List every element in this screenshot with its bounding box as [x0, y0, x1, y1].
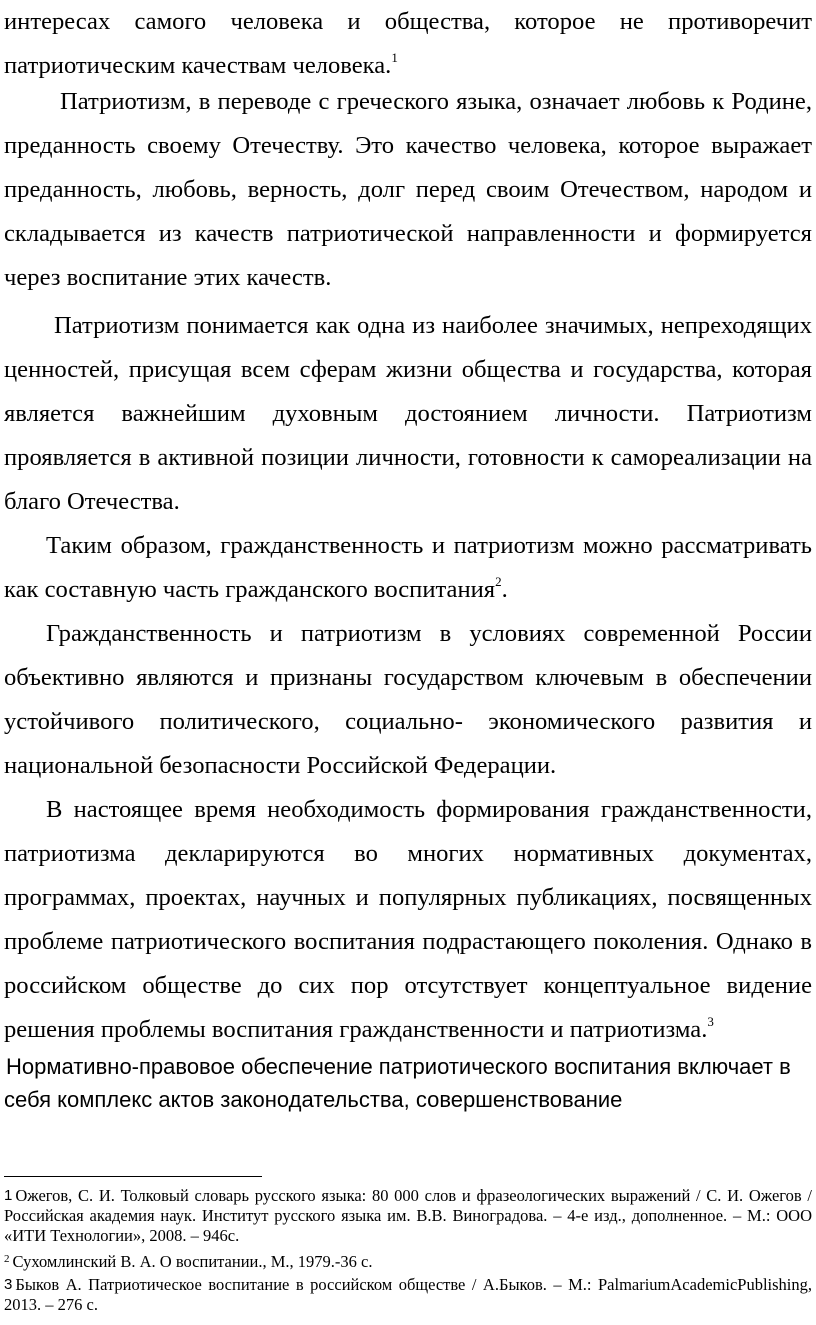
footnotes-section [4, 1186, 812, 1318]
footnote-text: Сухомлинский В. А. О воспитании., М., 1979.-36 с. [12, 1252, 373, 1271]
footnote [4, 1275, 812, 1315]
paragraph-text: Патриотизм, в переводе с греческого языка, означает любовь к Родине, преданность своему Отечеству. Это качество человека, которое выражает преданность, любовь, верность, долг перед своим Отечеством, народом и складывается из качеств патриотической направленности и формируется через воспитание этих качеств. [4, 88, 812, 291]
paragraph-text: Таким образом, гражданственность и патриотизм можно рассматривать как составную часть гражданского воспитания [4, 532, 812, 603]
paragraph [4, 1050, 812, 1116]
paragraph-text-tail: . [501, 576, 508, 603]
paragraph [4, 304, 812, 524]
footnote-marker: 3 [4, 1276, 13, 1293]
paragraph-text: интересах самого человека и общества, которое не противоречит патриотическим качествам человека. [4, 8, 812, 79]
paragraph [4, 0, 812, 88]
footnote-reference[interactable]: 1 [391, 49, 398, 65]
footnote-marker: 2 [4, 1253, 10, 1265]
footnote-marker: 1 [4, 1187, 13, 1204]
paragraph-text: Гражданственность и патриотизм в условиях современной России объективно являются и признаны государством ключевым в обеспечении устойчивого политического, социально- экономического развития и национальной безопасности Российской Федерации. [4, 620, 812, 779]
paragraph [4, 80, 812, 300]
footnote-separator [4, 1176, 262, 1177]
paragraph [4, 788, 812, 1052]
footnote [4, 1249, 812, 1272]
footnote-reference[interactable]: 2 [495, 573, 502, 589]
paragraph-text: Патриотизм понимается как одна из наиболее значимых, непреходящих ценностей, присущая всем сферам жизни общества и государства, которая является важнейшим духовным достоянием личности. Патриотизм проявляется в активной позиции личности, готовности к самореализации на благо Отечества. [4, 312, 812, 515]
paragraph-text: Нормативно-правовое обеспечение патриотического воспитания включает в себя комплекс актов законодательства, совершенствование [4, 1054, 791, 1112]
footnote [4, 1186, 812, 1246]
footnote-text: Быков А. Патриотическое воспитание в российском обществе / А.Быков. – М.: PalmariumAcademicPublishing, 2013. – 276 с. [4, 1275, 812, 1314]
paragraph [4, 524, 812, 612]
footnote-reference[interactable]: 3 [707, 1013, 714, 1029]
paragraph [4, 612, 812, 788]
paragraph-text: В настоящее время необходимость формирования гражданственности, патриотизма декларируются во многих нормативных документах, программах, проектах, научных и популярных публикациях, посвященных проблеме патриотического воспитания подрастающего поколения. Однако в российском обществе до сих пор отсутствует концептуальное видение решения проблемы воспитания гражданственности и патриотизма. [4, 796, 812, 1043]
footnote-text: Ожегов, С. И. Толковый словарь русского языка: 80 000 слов и фразеологических выражений / С. И. Ожегов / Российская академия наук. Институт русского языка им. В.В. Виноградова. – 4-е изд., дополненное. – М.: ООО «ИТИ Технологии», 2008. – 946с. [4, 1186, 812, 1245]
document-page [4, 0, 812, 1325]
